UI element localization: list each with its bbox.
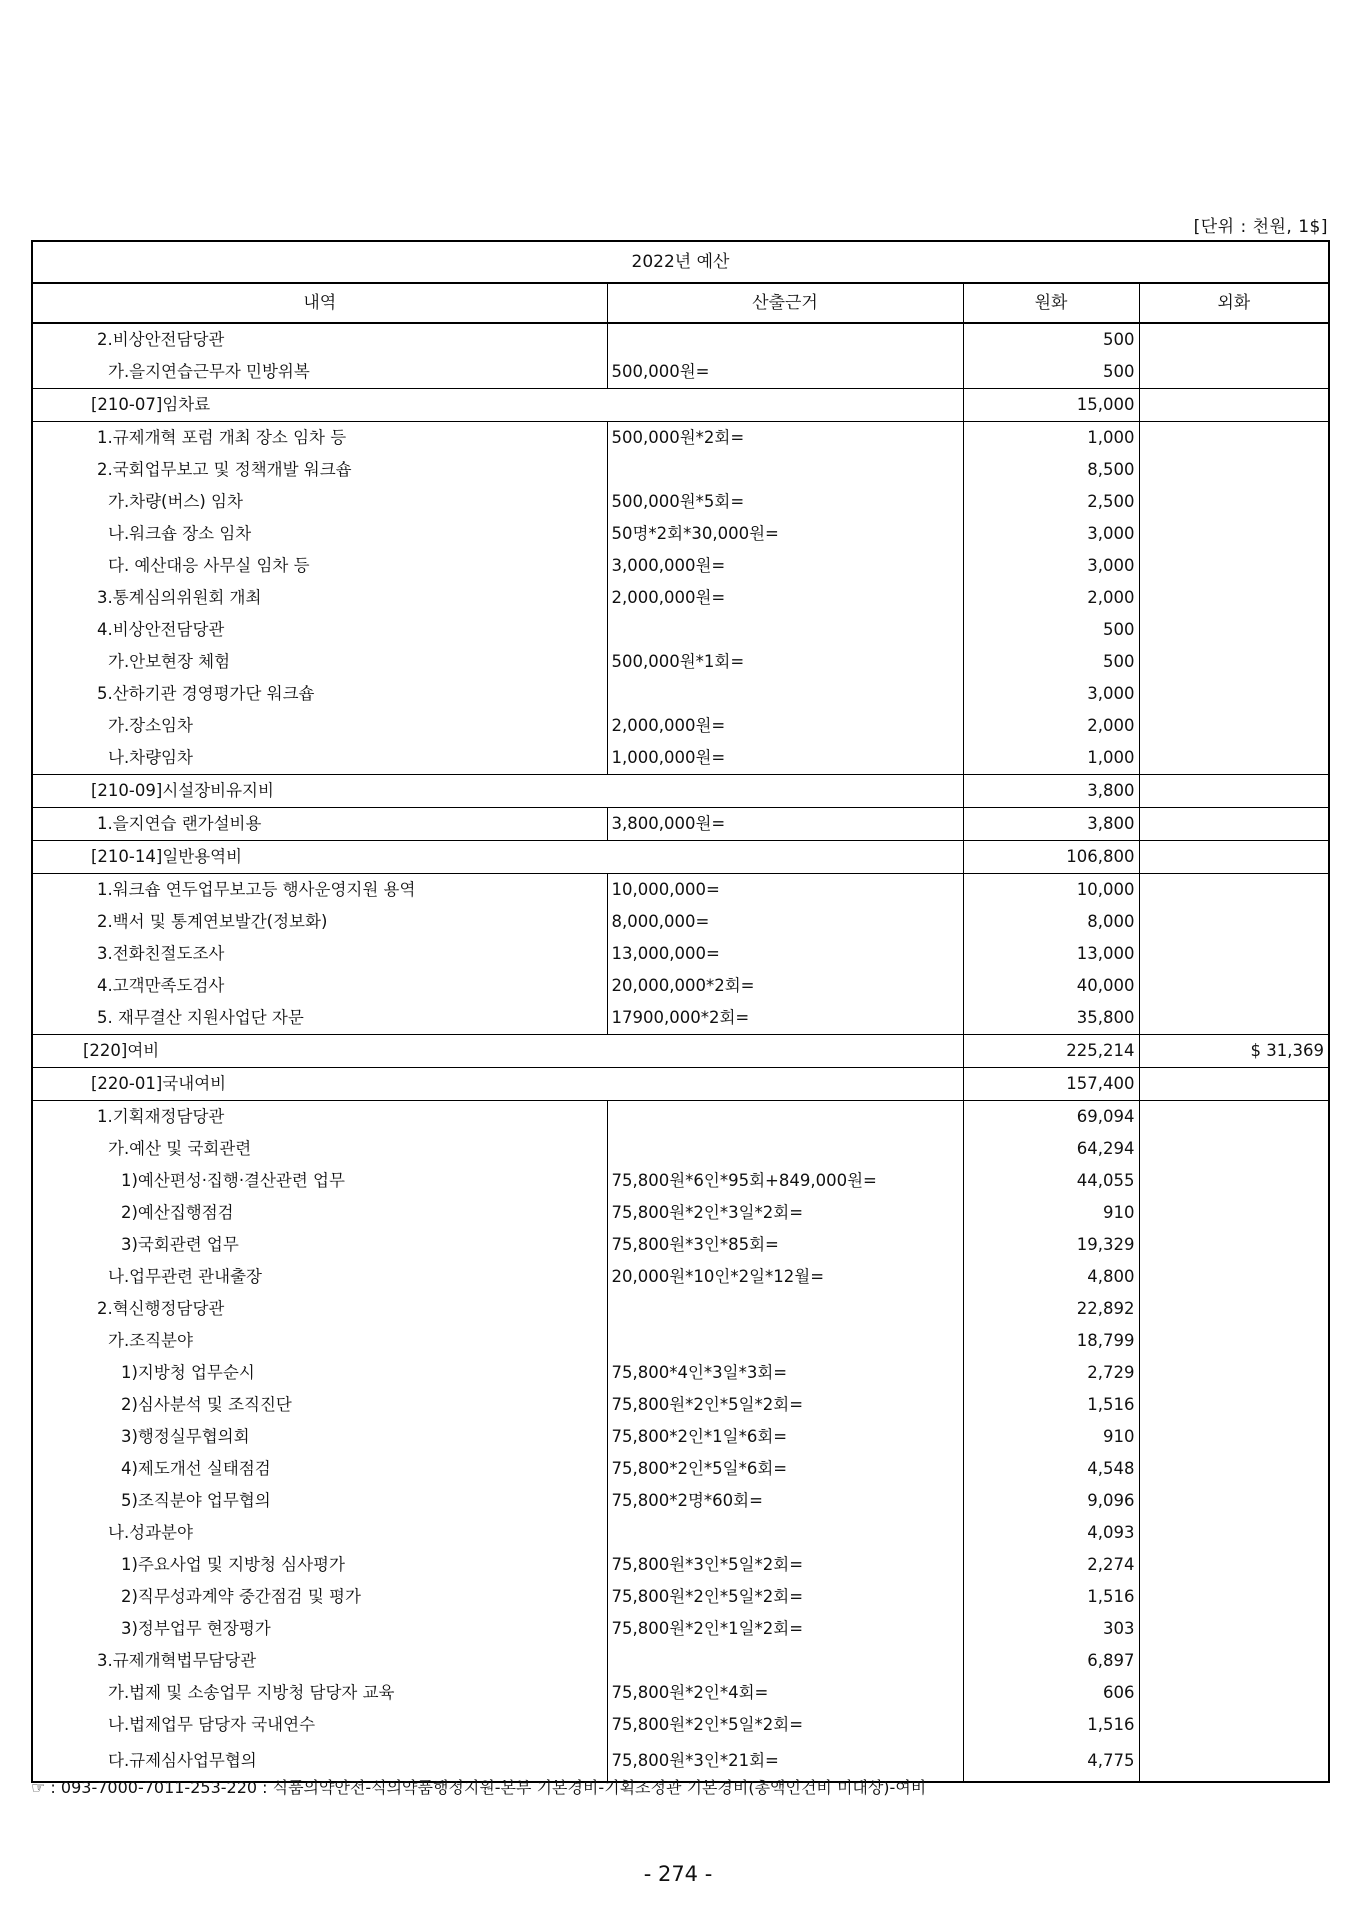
krw-cell: 2,000: [963, 710, 1139, 742]
table-body: [32, 323, 1329, 1782]
krw-cell: 606: [963, 1677, 1139, 1709]
table-row: [32, 1002, 1329, 1035]
item-cell: 1.규제개혁 포럼 개최 장소 임차 등: [32, 422, 607, 455]
item-cell: 3.전화친절도조사: [32, 938, 607, 970]
item-cell: 가.조직분야: [32, 1325, 607, 1357]
table-row: [32, 582, 1329, 614]
krw-cell: 15,000: [963, 389, 1139, 422]
basis-cell: 3,800,000원=: [607, 808, 963, 841]
krw-cell: 500: [963, 614, 1139, 646]
basis-cell: [607, 1645, 963, 1677]
item-cell: 3.통계심의위원회 개최: [32, 582, 607, 614]
usd-cell: [1139, 1645, 1329, 1677]
item-cell: 나.법제업무 담당자 국내연수: [32, 1709, 607, 1741]
krw-cell: 1,000: [963, 742, 1139, 775]
usd-cell: [1139, 970, 1329, 1002]
section-row: [32, 1068, 1329, 1101]
table-row: [32, 1549, 1329, 1581]
table-row: [32, 422, 1329, 455]
usd-cell: [1139, 550, 1329, 582]
usd-cell: [1139, 1549, 1329, 1581]
item-cell: 나.차량임차: [32, 742, 607, 775]
basis-cell: [607, 323, 963, 356]
krw-cell: 1,516: [963, 1709, 1139, 1741]
table-row: [32, 1517, 1329, 1549]
table-row: [32, 1485, 1329, 1517]
krw-cell: 35,800: [963, 1002, 1139, 1035]
usd-cell: [1139, 1002, 1329, 1035]
table-row: [32, 874, 1329, 907]
krw-cell: 2,274: [963, 1549, 1139, 1581]
krw-cell: 225,214: [963, 1035, 1139, 1068]
basis-cell: 20,000원*10인*2일*12월=: [607, 1261, 963, 1293]
item-cell: 2)직무성과계약 중간점검 및 평가: [32, 1581, 607, 1613]
krw-cell: 3,800: [963, 808, 1139, 841]
table-row: [32, 323, 1329, 356]
usd-cell: [1139, 646, 1329, 678]
item-cell: 1)주요사업 및 지방청 심사평가: [32, 1549, 607, 1581]
table-row: [32, 906, 1329, 938]
table-row: [32, 1709, 1329, 1741]
table-row: [32, 1357, 1329, 1389]
item-cell: 3)행정실무협의회: [32, 1421, 607, 1453]
krw-cell: 3,000: [963, 550, 1139, 582]
unit-label: [단위 : 천원, 1$]: [1193, 217, 1328, 237]
krw-cell: 4,800: [963, 1261, 1139, 1293]
item-cell: 1)예산편성·집행·결산관련 업무: [32, 1165, 607, 1197]
basis-cell: 75,800원*2인*5일*2회=: [607, 1581, 963, 1613]
usd-cell: [1139, 582, 1329, 614]
krw-cell: 64,294: [963, 1133, 1139, 1165]
table-row: [32, 1389, 1329, 1421]
krw-cell: 500: [963, 646, 1139, 678]
krw-cell: 303: [963, 1613, 1139, 1645]
usd-cell: [1139, 742, 1329, 775]
usd-cell: [1139, 323, 1329, 356]
usd-cell: [1139, 1133, 1329, 1165]
table-row: [32, 614, 1329, 646]
krw-cell: 8,000: [963, 906, 1139, 938]
table-row: [32, 1293, 1329, 1325]
item-cell: 2.혁신행정담당관: [32, 1293, 607, 1325]
item-cell: 4.비상안전담당관: [32, 614, 607, 646]
item-cell: 1.을지연습 랜가설비용: [32, 808, 607, 841]
krw-cell: 2,000: [963, 582, 1139, 614]
section-row: [32, 841, 1329, 874]
item-cell: 2)예산집행점검: [32, 1197, 607, 1229]
usd-cell: [1139, 1613, 1329, 1645]
basis-cell: 75,800원*2인*4회=: [607, 1677, 963, 1709]
basis-cell: [607, 1133, 963, 1165]
usd-cell: [1139, 518, 1329, 550]
table-row: [32, 678, 1329, 710]
item-cell: 1)지방청 업무순시: [32, 1357, 607, 1389]
basis-cell: 75,800원*3인*21회=: [607, 1741, 963, 1782]
basis-cell: 75,800*2명*60회=: [607, 1485, 963, 1517]
basis-cell: [607, 614, 963, 646]
usd-cell: [1139, 1709, 1329, 1741]
usd-cell: [1139, 1389, 1329, 1421]
usd-cell: [1139, 1421, 1329, 1453]
table-row: [32, 518, 1329, 550]
usd-cell: [1139, 874, 1329, 907]
usd-cell: [1139, 678, 1329, 710]
item-cell: 가.예산 및 국회관련: [32, 1133, 607, 1165]
basis-cell: 500,000원*5회=: [607, 486, 963, 518]
basis-cell: 17900,000*2회=: [607, 1002, 963, 1035]
krw-cell: 1,516: [963, 1389, 1139, 1421]
usd-cell: [1139, 389, 1329, 422]
item-cell: 가.장소임차: [32, 710, 607, 742]
krw-cell: 4,548: [963, 1453, 1139, 1485]
krw-cell: 106,800: [963, 841, 1139, 874]
item-cell: 다. 예산대응 사무실 임차 등: [32, 550, 607, 582]
basis-cell: 75,800원*2인*5일*2회=: [607, 1389, 963, 1421]
item-cell: 나.업무관련 관내출장: [32, 1261, 607, 1293]
usd-cell: [1139, 614, 1329, 646]
item-cell: 가.안보현장 체험: [32, 646, 607, 678]
table-row: [32, 454, 1329, 486]
basis-cell: 20,000,000*2회=: [607, 970, 963, 1002]
table-row: [32, 356, 1329, 389]
table-row: [32, 1613, 1329, 1645]
usd-cell: [1139, 1741, 1329, 1782]
krw-cell: 9,096: [963, 1485, 1139, 1517]
usd-cell: [1139, 938, 1329, 970]
item-cell: 5.산하기관 경영평가단 워크숍: [32, 678, 607, 710]
usd-cell: [1139, 486, 1329, 518]
krw-cell: 4,093: [963, 1517, 1139, 1549]
usd-cell: [1139, 422, 1329, 455]
section-row: [32, 389, 1329, 422]
krw-cell: 2,729: [963, 1357, 1139, 1389]
item-cell: 1.워크숍 연두업무보고등 행사운영지원 용역: [32, 874, 607, 907]
basis-cell: 2,000,000원=: [607, 710, 963, 742]
header-krw: 원화: [963, 283, 1139, 323]
krw-cell: 2,500: [963, 486, 1139, 518]
krw-cell: 3,000: [963, 678, 1139, 710]
item-cell: 4)제도개선 실태점검: [32, 1453, 607, 1485]
item-cell: 가.차량(버스) 임차: [32, 486, 607, 518]
usd-cell: [1139, 1677, 1329, 1709]
table-row: [32, 1453, 1329, 1485]
item-cell: 다.규제심사업무협의: [32, 1741, 607, 1782]
section-row: [32, 1035, 1329, 1068]
table-row: [32, 1325, 1329, 1357]
section-label: [210-14]일반용역비: [32, 841, 963, 874]
usd-cell: [1139, 710, 1329, 742]
basis-cell: 75,800원*2인*1일*2회=: [607, 1613, 963, 1645]
item-cell: 5)조직분야 업무협의: [32, 1485, 607, 1517]
basis-cell: 500,000원*1회=: [607, 646, 963, 678]
basis-cell: [607, 1325, 963, 1357]
krw-cell: 4,775: [963, 1741, 1139, 1782]
basis-cell: 75,800원*2인*5일*2회=: [607, 1709, 963, 1741]
krw-cell: 6,897: [963, 1645, 1139, 1677]
item-cell: 2.국회업무보고 및 정책개발 워크숍: [32, 454, 607, 486]
usd-cell: [1139, 1517, 1329, 1549]
table-row: [32, 1197, 1329, 1229]
item-cell: 2.백서 및 통계연보발간(정보화): [32, 906, 607, 938]
krw-cell: 3,800: [963, 775, 1139, 808]
usd-cell: [1139, 841, 1329, 874]
table-row: [32, 1421, 1329, 1453]
basis-cell: 75,800*2인*5일*6회=: [607, 1453, 963, 1485]
krw-cell: 3,000: [963, 518, 1139, 550]
usd-cell: $ 31,369: [1139, 1035, 1329, 1068]
section-row: [32, 775, 1329, 808]
krw-cell: 13,000: [963, 938, 1139, 970]
usd-cell: [1139, 1453, 1329, 1485]
table-row: [32, 1645, 1329, 1677]
krw-cell: 1,516: [963, 1581, 1139, 1613]
header-usd: 외화: [1139, 283, 1329, 323]
table-row: [32, 1581, 1329, 1613]
krw-cell: 69,094: [963, 1101, 1139, 1134]
basis-cell: 500,000원*2회=: [607, 422, 963, 455]
usd-cell: [1139, 1165, 1329, 1197]
table-row: [32, 550, 1329, 582]
basis-cell: 1,000,000원=: [607, 742, 963, 775]
krw-cell: 19,329: [963, 1229, 1139, 1261]
section-label: [220-01]국내여비: [32, 1068, 963, 1101]
item-cell: 2)심사분석 및 조직진단: [32, 1389, 607, 1421]
table-row: [32, 1677, 1329, 1709]
item-cell: 3.규제개혁법무담당관: [32, 1645, 607, 1677]
item-cell: 가.법제 및 소송업무 지방청 담당자 교육: [32, 1677, 607, 1709]
krw-cell: 500: [963, 356, 1139, 389]
table-row: [32, 646, 1329, 678]
item-cell: 2.비상안전담당관: [32, 323, 607, 356]
basis-cell: 75,800원*3인*5일*2회=: [607, 1549, 963, 1581]
table-row: [32, 1165, 1329, 1197]
item-cell: 5. 재무결산 지원사업단 자문: [32, 1002, 607, 1035]
item-cell: 나.워크숍 장소 임차: [32, 518, 607, 550]
basis-cell: [607, 1101, 963, 1134]
table-row: [32, 1229, 1329, 1261]
budget-table: [31, 240, 1330, 1783]
basis-cell: 8,000,000=: [607, 906, 963, 938]
basis-cell: 10,000,000=: [607, 874, 963, 907]
header-basis: 산출근거: [607, 283, 963, 323]
table-row: [32, 1133, 1329, 1165]
basis-cell: [607, 454, 963, 486]
table-row: [32, 1101, 1329, 1134]
usd-cell: [1139, 1293, 1329, 1325]
table-row: [32, 710, 1329, 742]
table-row: [32, 742, 1329, 775]
basis-cell: 75,800원*2인*3일*2회=: [607, 1197, 963, 1229]
basis-cell: [607, 678, 963, 710]
table-row: [32, 1261, 1329, 1293]
basis-cell: 500,000원=: [607, 356, 963, 389]
section-label: [220]여비: [32, 1035, 963, 1068]
usd-cell: [1139, 906, 1329, 938]
page-number: - 274 -: [643, 1862, 713, 1886]
krw-cell: 8,500: [963, 454, 1139, 486]
basis-cell: 75,800*2인*1일*6회=: [607, 1421, 963, 1453]
usd-cell: [1139, 808, 1329, 841]
usd-cell: [1139, 1068, 1329, 1101]
table-title: 2022년 예산: [32, 241, 1329, 283]
item-cell: 3)정부업무 현장평가: [32, 1613, 607, 1645]
section-label: [210-09]시설장비유지비: [32, 775, 963, 808]
krw-cell: 910: [963, 1421, 1139, 1453]
usd-cell: [1139, 1325, 1329, 1357]
krw-cell: 44,055: [963, 1165, 1139, 1197]
item-cell: 1.기획재정담당관: [32, 1101, 607, 1134]
basis-cell: 50명*2회*30,000원=: [607, 518, 963, 550]
basis-cell: 75,800*4인*3일*3회=: [607, 1357, 963, 1389]
basis-cell: [607, 1293, 963, 1325]
usd-cell: [1139, 1197, 1329, 1229]
krw-cell: 1,000: [963, 422, 1139, 455]
table-row: [32, 938, 1329, 970]
usd-cell: [1139, 1357, 1329, 1389]
table-row: [32, 808, 1329, 841]
krw-cell: 500: [963, 323, 1139, 356]
item-cell: 가.을지연습근무자 민방위복: [32, 356, 607, 389]
krw-cell: 157,400: [963, 1068, 1139, 1101]
usd-cell: [1139, 356, 1329, 389]
item-cell: 나.성과분야: [32, 1517, 607, 1549]
usd-cell: [1139, 775, 1329, 808]
header-item: 내역: [32, 283, 607, 323]
item-cell: 3)국회관련 업무: [32, 1229, 607, 1261]
krw-cell: 18,799: [963, 1325, 1139, 1357]
krw-cell: 910: [963, 1197, 1139, 1229]
basis-cell: 2,000,000원=: [607, 582, 963, 614]
krw-cell: 22,892: [963, 1293, 1139, 1325]
usd-cell: [1139, 1101, 1329, 1134]
basis-cell: 75,800원*3인*85회=: [607, 1229, 963, 1261]
footnote: ☞ : 093-7000-7011-253-220 : 식품의약안전-식의약품행정지원-본부 기본경비-기획조정관 기본경비(총액인건비 미대상)-여비: [31, 1778, 927, 1797]
basis-cell: 75,800원*6인*95회+849,000원=: [607, 1165, 963, 1197]
krw-cell: 40,000: [963, 970, 1139, 1002]
usd-cell: [1139, 1229, 1329, 1261]
table-row: [32, 486, 1329, 518]
usd-cell: [1139, 1261, 1329, 1293]
krw-cell: 10,000: [963, 874, 1139, 907]
usd-cell: [1139, 454, 1329, 486]
basis-cell: [607, 1517, 963, 1549]
section-label: [210-07]임차료: [32, 389, 963, 422]
usd-cell: [1139, 1485, 1329, 1517]
table-row: [32, 970, 1329, 1002]
usd-cell: [1139, 1581, 1329, 1613]
basis-cell: 13,000,000=: [607, 938, 963, 970]
basis-cell: 3,000,000원=: [607, 550, 963, 582]
item-cell: 4.고객만족도검사: [32, 970, 607, 1002]
